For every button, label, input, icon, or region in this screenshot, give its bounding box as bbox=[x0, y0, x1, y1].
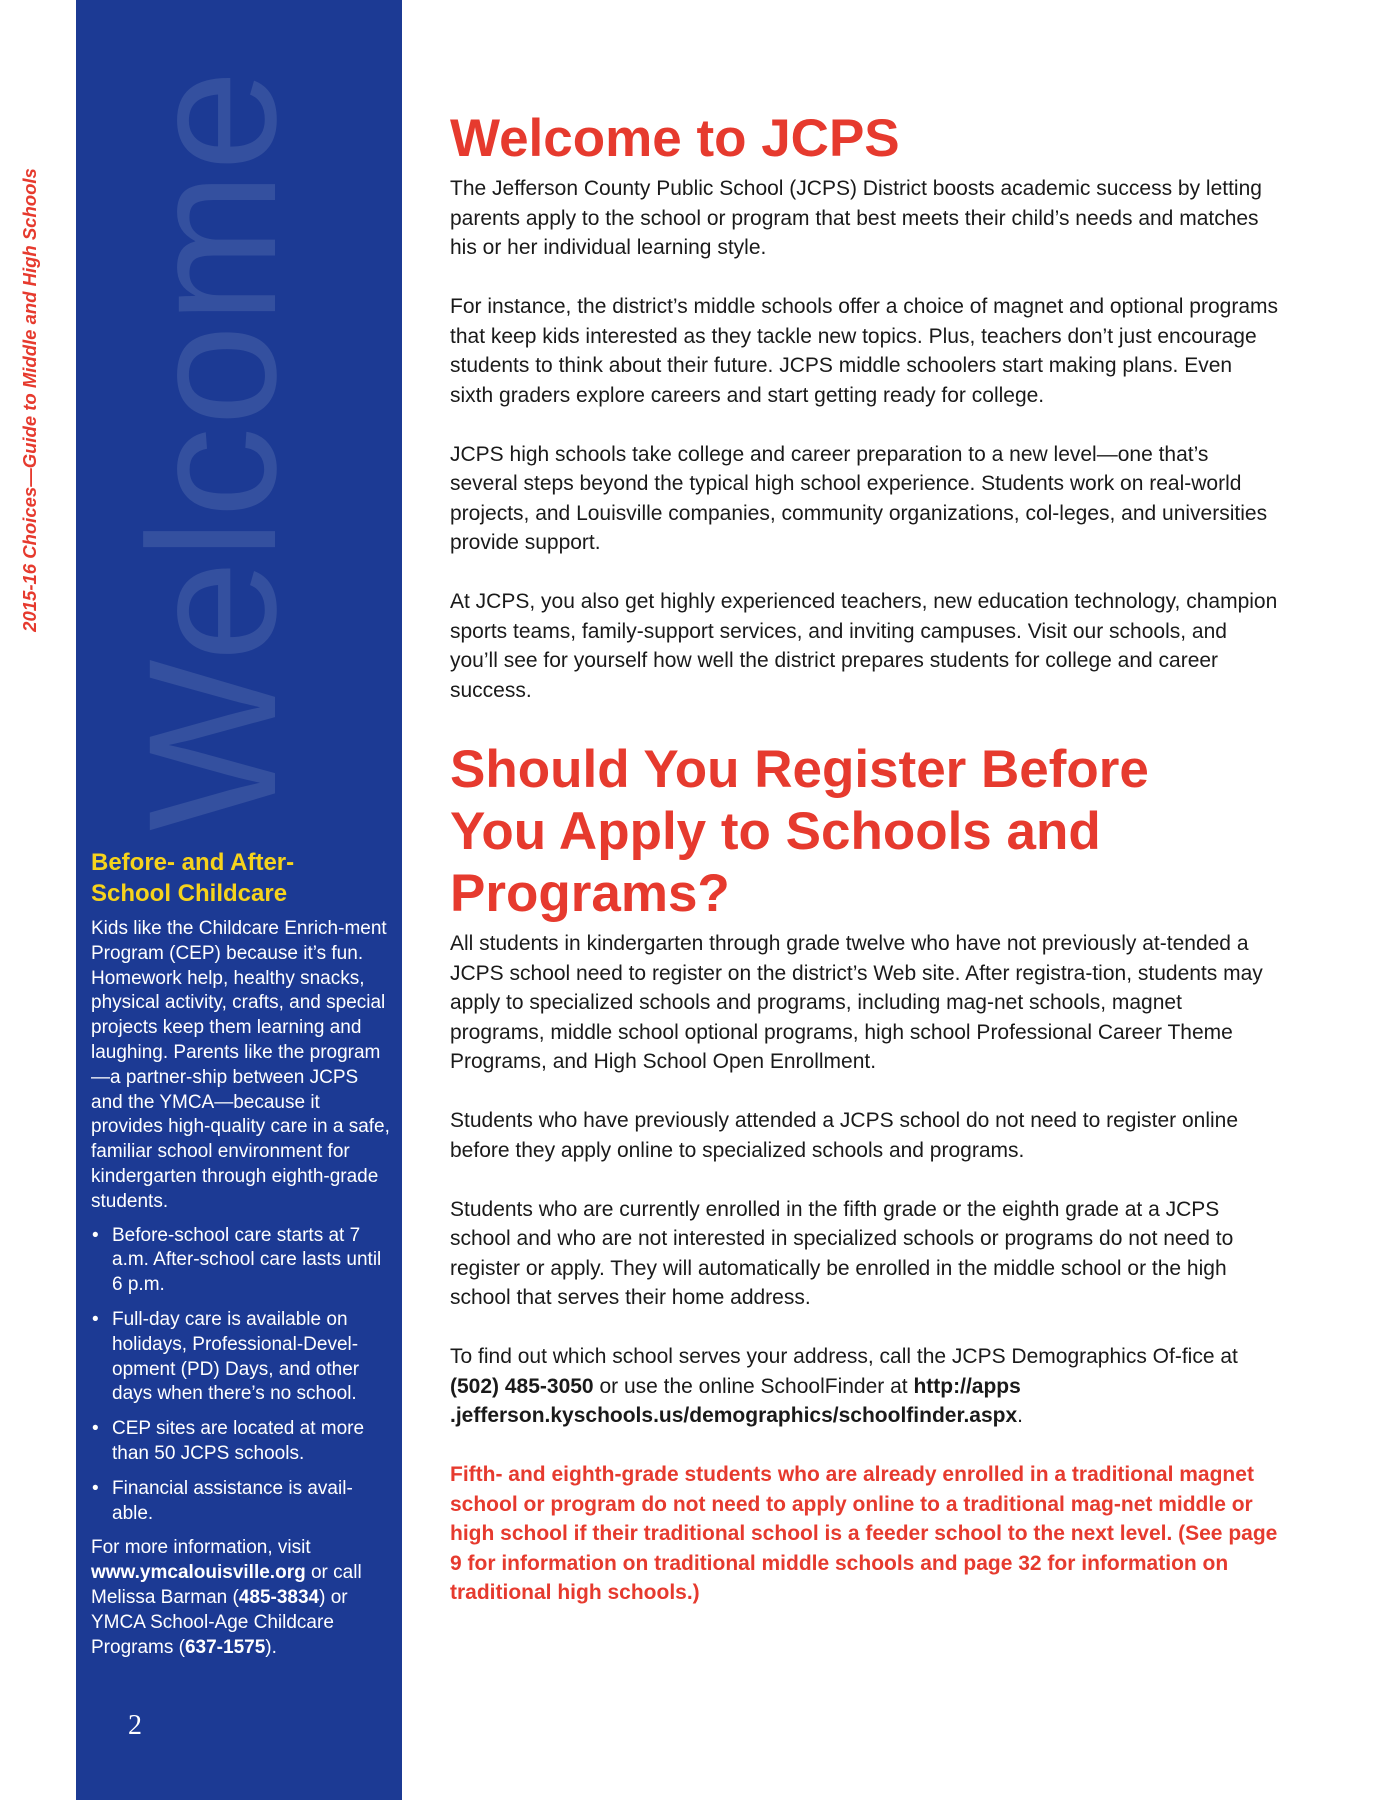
barman-phone: 485-3834 bbox=[238, 1586, 320, 1608]
childcare-bullets bbox=[91, 1224, 391, 1527]
find-school-paragraph bbox=[450, 1342, 1280, 1431]
register-paragraph: Students who have previously attended a JCPS school do not need to register online before they apply online to specialized schools and programs. bbox=[450, 1109, 1239, 1162]
childcare-bullet: • Financial assistance is avail-able. bbox=[112, 1477, 391, 1527]
main-content bbox=[450, 108, 1280, 1637]
ymca-link[interactable]: www.ymcalouisville.org bbox=[91, 1562, 306, 1584]
find-school-prefix: To find out which school serves your address, call the JCPS Demographics Of-fice at bbox=[450, 1345, 1238, 1368]
guide-title-vertical: 2015-16 Choices—Guide to Middle and High Schools bbox=[19, 168, 40, 632]
register-paragraph: Students who are currently enrolled in the fifth grade or the eighth grade at a JCPS school and who are not interested in specialized schools or programs do not need to register or apply. They will automatically be enrolled in the middle school or the high school that serves their home address. bbox=[450, 1197, 1234, 1309]
register-heading-line3: Programs? bbox=[450, 864, 730, 923]
welcome-paragraph: The Jefferson County Public School (JCPS) District boosts academic success by letting parents apply to the school or program that best meets their child’s needs and matches his or her individual learning style. bbox=[450, 177, 1262, 259]
welcome-paragraph: At JCPS, you also get highly experienced teachers, new education technology, champion sports teams, family-support services, and inviting campuses. Visit our schools, and you’ll see for yourself how well the district prepares students for college and career success. bbox=[450, 590, 1278, 702]
more-info-prefix: For more information, visit bbox=[91, 1537, 311, 1559]
childcare-heading bbox=[91, 847, 391, 909]
more-info-middle2: ) or YMCA School-Age Childcare Programs ( bbox=[91, 1586, 348, 1658]
welcome-paragraph: For instance, the district’s middle schools offer a choice of magnet and optional programs that keep kids interested as they tackle new topics. Plus, teachers don’t just encourage students to think about their future. JCPS middle schoolers start making plans. Even sixth graders explore careers and start getting ready for college. bbox=[450, 295, 1278, 407]
demographics-phone: (502) 485-3050 bbox=[450, 1374, 594, 1398]
schoolfinder-link[interactable]: http://apps .jefferson.kyschools.us/demographics/schoolfinder.aspx bbox=[450, 1374, 1021, 1427]
ymca-phone: 637-1575 bbox=[184, 1636, 266, 1658]
childcare-box bbox=[91, 847, 391, 1669]
traditional-school-note: Fifth- and eighth-grade students who are already enrolled in a traditional magnet school or program do not need to apply online to a traditional mag-net middle or high school if their traditional school is a feeder school to the next level. (See page 9 for information on traditional middle schools and page 32 for information on traditional high schools.) bbox=[450, 1463, 1278, 1604]
welcome-watermark: Welcome bbox=[110, 68, 314, 832]
more-info-suffix: ). bbox=[265, 1636, 277, 1658]
welcome-heading: Welcome to JCPS bbox=[450, 109, 900, 168]
register-heading bbox=[450, 739, 1280, 925]
welcome-paragraph: JCPS high schools take college and career preparation to a new level—one that’s several steps beyond the typical high school experience. Students work on real-world projects, and Louisville companies, community organizations, col-leges, and universities provide support. bbox=[450, 442, 1268, 554]
childcare-intro: Kids like the Childcare Enrich-ment Program (CEP) because it’s fun. Homework help, healthy snacks, physical activity, crafts, and special projects keep them learning and laughing. Parents like the program—a partner-ship between JCPS and the YMCA—because it provides high-quality care in a safe, familiar school environment for kindergarten through eighth-grade students. bbox=[91, 918, 390, 1212]
childcare-bullet: • CEP sites are located at more than 50 JCPS schools. bbox=[112, 1417, 391, 1467]
register-heading-line1: Should You Register Before bbox=[450, 740, 1149, 799]
childcare-more-info bbox=[91, 1536, 391, 1660]
register-paragraph: All students in kindergarten through grade twelve who have not previously at-tended a JCPS school need to register on the district’s Web site. After registra-tion, students may apply to specialized schools and programs, including mag-net schools, magnet programs, middle school optional programs, high school Professional Career Theme Programs, and High School Open Enrollment. bbox=[450, 932, 1263, 1073]
childcare-heading-line2: School Childcare bbox=[91, 880, 288, 907]
find-school-middle: or use the online SchoolFinder at bbox=[593, 1374, 914, 1398]
page-number: 2 bbox=[128, 1710, 142, 1741]
childcare-bullet: • Before-school care starts at 7 a.m. After-school care lasts until 6 p.m. bbox=[112, 1224, 391, 1298]
childcare-heading-line1: Before- and After- bbox=[91, 849, 295, 876]
register-heading-line2: You Apply to Schools and bbox=[450, 802, 1101, 861]
childcare-bullet: • Full-day care is available on holidays, Professional-Devel-opment (PD) Days, and other days when there’s no school. bbox=[112, 1308, 391, 1407]
more-info-middle: or call Melissa Barman ( bbox=[91, 1562, 362, 1608]
find-school-suffix: . bbox=[1017, 1404, 1024, 1427]
